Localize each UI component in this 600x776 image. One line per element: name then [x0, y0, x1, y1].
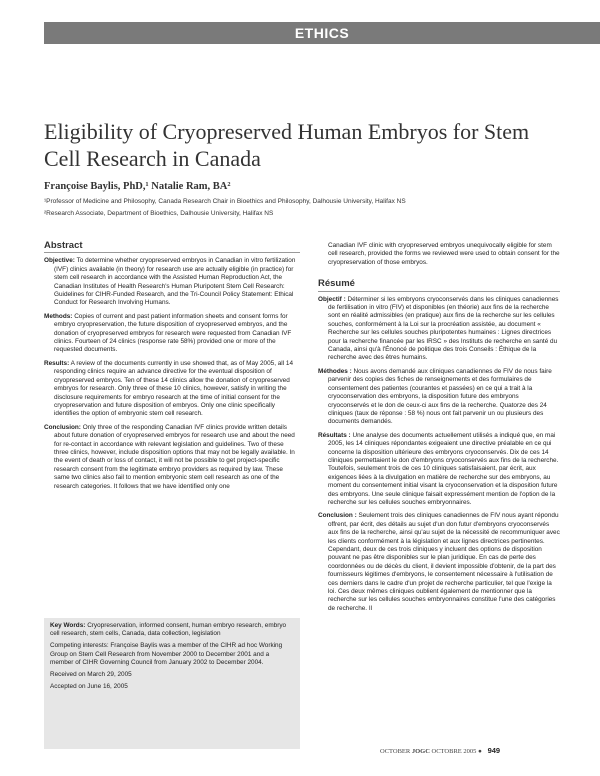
abstract-continuation: Canadian IVF clinic with cryopreserved embryos unequivocally eligible for stem cell research, provided the forms we reviewed were used to obtain consent for the cryopreservation of those embryos.: [328, 242, 560, 266]
resume-conclusion: [318, 512, 560, 613]
received-date: Received on March 29, 2005: [50, 671, 132, 679]
resume-methodes: [318, 368, 560, 427]
results-label: Results:: [44, 359, 70, 367]
abstract-results: [44, 360, 300, 419]
article-title: Eligibility of Cryopreserved Human Embryos for Stem Cell Research in Canada: [44, 119, 530, 171]
footer-octobre: OCTOBRE 2005: [431, 748, 477, 755]
abstract-conclusion: [44, 424, 300, 491]
accepted-date: Accepted on June 16, 2005: [50, 683, 128, 691]
objectif-label: Objectif :: [318, 295, 346, 303]
methodes-label: Méthodes :: [318, 367, 352, 375]
resume-conclusion-label: Conclusion :: [318, 512, 357, 520]
methods-text: Copies of current and past patient information sheets and consent forms for embryo cryopreservation, the future disposition of cryopreserved embryos, and the donation of cryopreserved embryos for research were requested from Canadian IVF clinics. Fourteen of 24 clinics (response rate 58%) provided one or more of the requested documents.: [54, 312, 292, 354]
author-line: Françoise Baylis, PhD,¹ Natalie Ram, BA²: [44, 181, 231, 192]
methodes-text: Nous avons demandé aux cliniques canadiennes de FIV de nous faire parvenir des copies des fiches de renseignements et des formulaires de consentement des patientes (courantes et passées) en ce qui a trait à la cryoconservation des embryons, la disposition future des embryons cryoconservés et le don de ceux-ci aux fins de la recherche. Quatorze des 24 cliniques (taux de réponse : 58 %) nous ont fait parvenir un ou plusieurs des documents demandés.: [328, 367, 552, 426]
footer-october: OCTOBER: [380, 748, 411, 755]
keywords-label: Key Words:: [50, 622, 86, 629]
abstract-objective: [44, 257, 300, 307]
results-text: A review of the documents currently in use showed that, as of May 2005, all 14 responding clinics require an advance directive for the eventual disposition of cryopreserved embryos. Ten of these 14 clinics allow the donation of cryopreserved embryos for research. Only three of these 10 clinics, however, satisfy in writing the disclosure requirements for embryo research at the time of initial consent for the cryopreservation and future disposition of embryos. Only one clinic specifically identifies the option of embryonic stem cell research.: [54, 359, 294, 418]
page-footer: [380, 746, 500, 755]
footer-journal: JOGC: [411, 748, 430, 755]
footer-bullet: ●: [478, 748, 482, 755]
resultats-text: Une analyse des documents actuellement utilisés a indiqué que, en mai 2005, les 14 cliniques répondantes exigeaient une directive préalable en ce qui concerne la disposition ultérieure des embryons cryoconservés. Dix de ces 14 cliniques permettaient le don d'embryons cryoconservés aux fins de la recherche. Toutefois, seulement trois de ces 10 cliniques satisfaisaient, par écrit, aux exigences liées à la divulgation en matière de recherche sur des embryons, au moment du consentement initial visant la cryoconservation et la disposition future des embryons. Une seule clinique faisait expressément mention de l'option de la recherche sur les cellules souches embryonnaires.: [328, 431, 559, 506]
abstract-methods: [44, 313, 300, 355]
right-column: [318, 242, 560, 618]
affiliation-1: ¹Professor of Medicine and Philosophy, Canada Research Chair in Bioethics and Philosophy, Dalhousie University, Halifax NS: [44, 198, 406, 205]
objective-text: To determine whether cryopreserved embryos in Canadian in vitro fertilization (IVF) clinics available (in theory) for research use are actually eligible (in practice) for stem cell research in accordance with the Assisted Human Reproduction Act, the Canadian Institutes of Health Research's Human Pluripotent Stem Cell Research: Guidelines for CIHR-Funded Research, and the Tri-Council Policy Statement: Ethical Conduct for Research Involving Humans.: [54, 257, 296, 307]
keywords-text: Cryopreservation, informed consent, human embryo research, embryo cell research, stem cells, Canada, data collection, legislation: [50, 622, 287, 638]
competing-interests: Competing interests: Françoise Baylis was a member of the CIHR ad hoc Working Group on Stem Cell Research from November 2000 to December 2001 and a member of CIHR Governing Council from January 2002 to December 2004.: [50, 642, 283, 666]
keywords-para: [50, 622, 294, 638]
objectif-text: Déterminer si les embryons cryoconservés dans les cliniques canadiennes de fertilisation in vitro (FIV) et disponibles (en théorie) aux fins de la recherche sont en réalité admissibles (en pratique) aux fins de la recherche sur les cellules souches, conformément à la Loi sur la procréation assistée, au document « Recherche sur les cellules souches pluripotentes humaines : Lignes directrices pour la recherche financée par les IRSC » des Instituts de recherche en santé du Canada, ainsi qu'à l'Énoncé de politique des trois Conseils : Éthique de la recherche avec des êtres humains.: [328, 295, 559, 362]
keywords-box: [44, 618, 300, 749]
objective-label: Objective:: [44, 257, 75, 265]
conclusion-text: Only three of the responding Canadian IVF clinics provide written details about future donation of cryopreserved embryos for research use and about the need for re-contact in accordance with relevant legislation and guidelines. Two of these three clinics, however, include disposition options that may not be legally available. In the event of death or loss of contact, it will not be possible to get project-specific research consent from the legitimate embryo providers as required by law. These same two clinics also fail to mention embryonic stem cell research as one of the research categories. It follows that we have identified only one: [54, 423, 295, 490]
resume-objectif: [318, 296, 560, 363]
abstract-column: [44, 242, 300, 496]
methods-label: Methods:: [44, 312, 73, 320]
resume-conclusion-text: Seulement trois des cliniques canadiennes de FIV nous ayant répondu offrent, par écrit, des détails au sujet d'un don futur d'embryons cryoconservés aux fins de la recherche, ainsi qu'au sujet de la nécessité de recommuniquer avec les clients conformément à la législation et aux lignes directrices pertinentes. Cependant, deux de ces trois cliniques y incluent des options de disposition pouvant ne pas être disponibles sur le plan juridique. En cas de perte des coordonnées ou de décès du client, il devient impossible d'obtenir, de la part des fournisseurs légitimes d'embryons, le consentement nécessaire à l'utilisation de ces derniers dans le cadre d'un projet de recherche particulier, tel que l'exige la loi. Ces deux mêmes cliniques oublient également de mentionner que la recherche sur les cellules souches embryonnaires constitue l'une des catégories de recherche. Il: [328, 512, 560, 612]
resultats-label: Résultats :: [318, 431, 351, 439]
resume-resultats: [318, 432, 560, 508]
page-number: 949: [487, 746, 501, 755]
section-banner: ETHICS: [44, 22, 600, 44]
conclusion-label: Conclusion:: [44, 423, 81, 431]
resume-heading: Résumé: [318, 280, 560, 291]
affiliation-2: ²Research Associate, Department of Bioethics, Dalhousie University, Halifax NS: [44, 210, 274, 217]
abstract-heading: Abstract: [44, 242, 300, 253]
